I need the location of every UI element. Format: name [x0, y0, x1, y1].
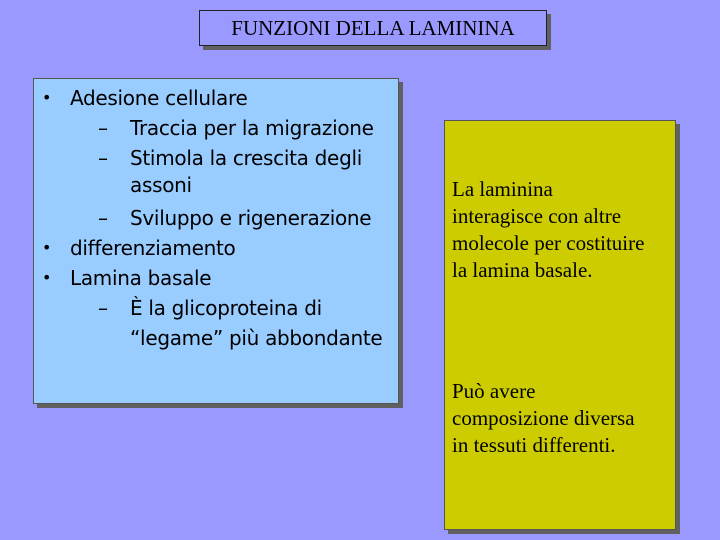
list-subitem: È la glicoproteina di	[130, 296, 322, 320]
dash-icon: –	[98, 296, 108, 320]
note-line: composizione diversa	[452, 406, 635, 430]
note-line: la lamina basale.	[452, 258, 593, 282]
list-subitem-continuation: assoni	[130, 173, 192, 197]
slide-title	[199, 10, 547, 46]
dash-icon: –	[98, 206, 108, 230]
note-line: La laminina	[452, 177, 553, 201]
bullet-icon: •	[42, 88, 52, 107]
list-subitem: Traccia per la migrazione	[130, 116, 374, 140]
laminin-note-panel	[444, 120, 676, 530]
list-subitem: Stimola la crescita degli	[130, 146, 362, 170]
bullet-icon: •	[42, 268, 52, 287]
list-item: Lamina basale	[70, 266, 212, 290]
note-line: Può avere	[452, 379, 536, 403]
note-line: interagisce con altre	[452, 204, 622, 228]
list-subitem: Sviluppo e rigenerazione	[130, 206, 372, 230]
functions-list	[34, 79, 398, 403]
list-item: differenziamento	[70, 236, 236, 260]
slide-title-text: FUNZIONI DELLA LAMININA	[231, 15, 515, 40]
dash-icon: –	[98, 146, 108, 170]
functions-panel	[33, 78, 399, 404]
dash-icon: –	[98, 116, 108, 140]
list-item: Adesione cellulare	[70, 86, 248, 110]
list-subitem-continuation: “legame” più abbondante	[130, 326, 383, 350]
note-line: in tessuti differenti.	[452, 433, 616, 457]
bullet-icon: •	[42, 238, 52, 257]
note-line: molecole per costituire	[452, 231, 645, 255]
